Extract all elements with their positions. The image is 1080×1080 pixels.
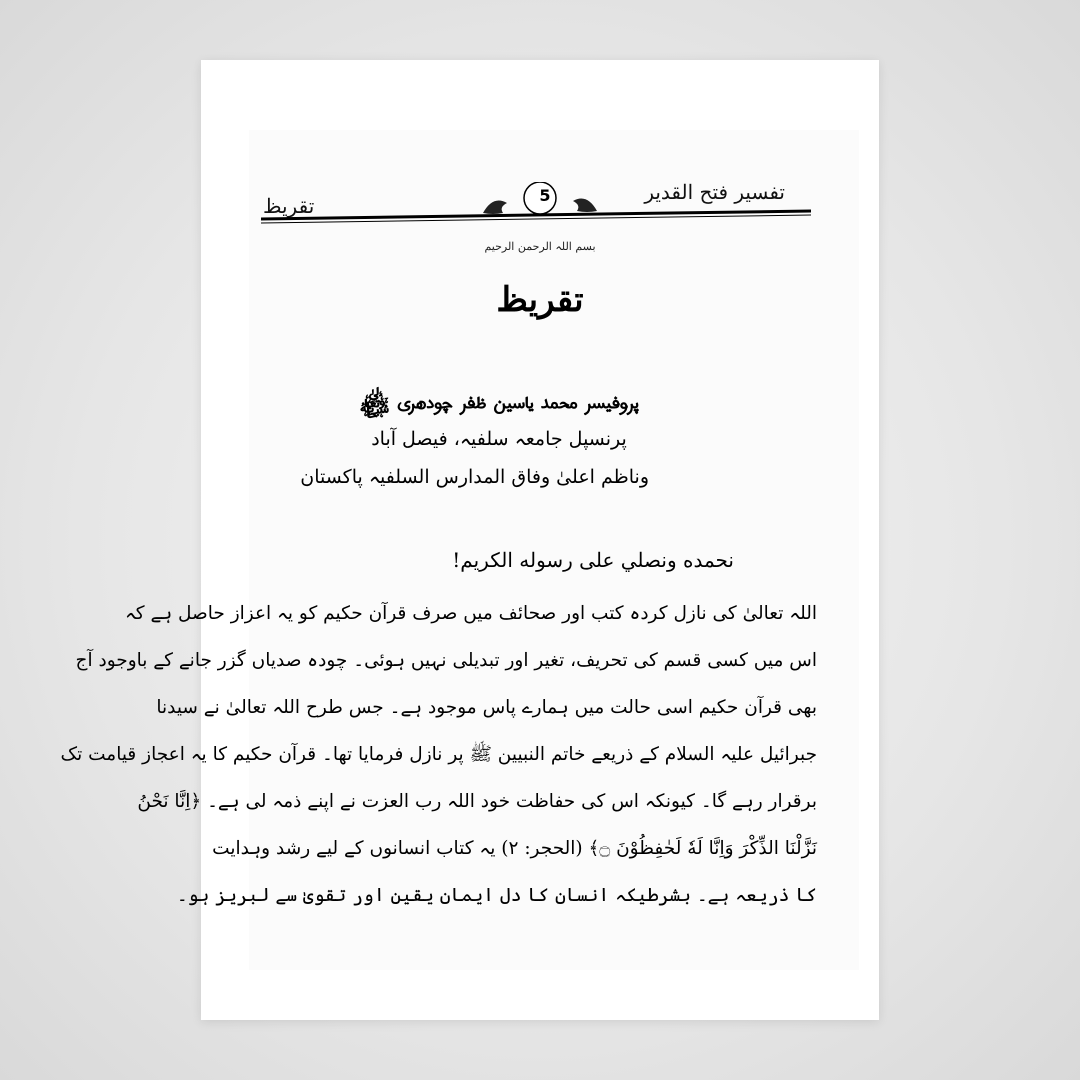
salutation: نحمده ونصلي على رسوله الكريم!: [452, 548, 734, 572]
body-line: کا ذریعہ ہے۔ بشرطیکہ انسان کا دل ایمان یقین اور تقویٰ سے لبریز ہو۔: [176, 885, 817, 906]
body-line: اللہ تعالیٰ کی نازل کردہ کتب اور صحائف میں صرف قرآن حکیم کو یہ اعزاز حاصل ہے کہ: [124, 603, 817, 624]
page-title: تقریظ: [496, 280, 584, 320]
author-name: پروفیسر محمد یاسین ظفر چودھری ﷾: [359, 388, 639, 413]
running-header-section-title: تقریظ: [263, 194, 315, 218]
running-header-book-title: تفسیر فتح القدیر: [644, 180, 785, 204]
author-position-1: پرنسپل جامعہ سلفیہ، فیصل آباد: [371, 428, 627, 450]
body-line: جبرائیل علیہ السلام کے ذریعے خاتم النبیین ﷺ پر نازل فرمایا تھا۔ قرآن حکیم کا یہ اعجاز قیامت تک: [60, 744, 817, 765]
bismillah-calligraphy: بسم اللہ الرحمن الرحیم: [484, 240, 596, 253]
document-page: [60, 60, 879, 1020]
body-line: نَزَّلْنَا الذِّكْرَ وَاِنَّا لَهٗ لَحٰفِظُوْنَ ۝﴾ (الحجر: ۲) یہ کتاب انسانوں کے لیے رشد وہدایت: [212, 838, 817, 859]
body-line: برقرار رہے گا۔ کیونکہ اس کی حفاظت خود اللہ رب العزت نے اپنے ذمہ لی ہے۔ ﴿اِنَّا نَحْنُ: [137, 791, 817, 812]
body-paragraph: [60, 590, 817, 919]
body-line: اس میں کسی قسم کی تحریف، تغیر اور تبدیلی نہیں ہوئی۔ چودہ صدیاں گزر جانے کے باوجود آج: [75, 650, 817, 671]
author-block: [300, 382, 649, 496]
author-position-2: وناظم اعلیٰ وفاق المدارس السلفیہ پاکستان: [300, 466, 649, 488]
body-line: بھی قرآن حکیم اسی حالت میں ہمارے پاس موجود ہے۔ جس طرح اللہ تعالیٰ نے سیدنا: [156, 697, 817, 718]
page-number: 5: [539, 186, 551, 205]
